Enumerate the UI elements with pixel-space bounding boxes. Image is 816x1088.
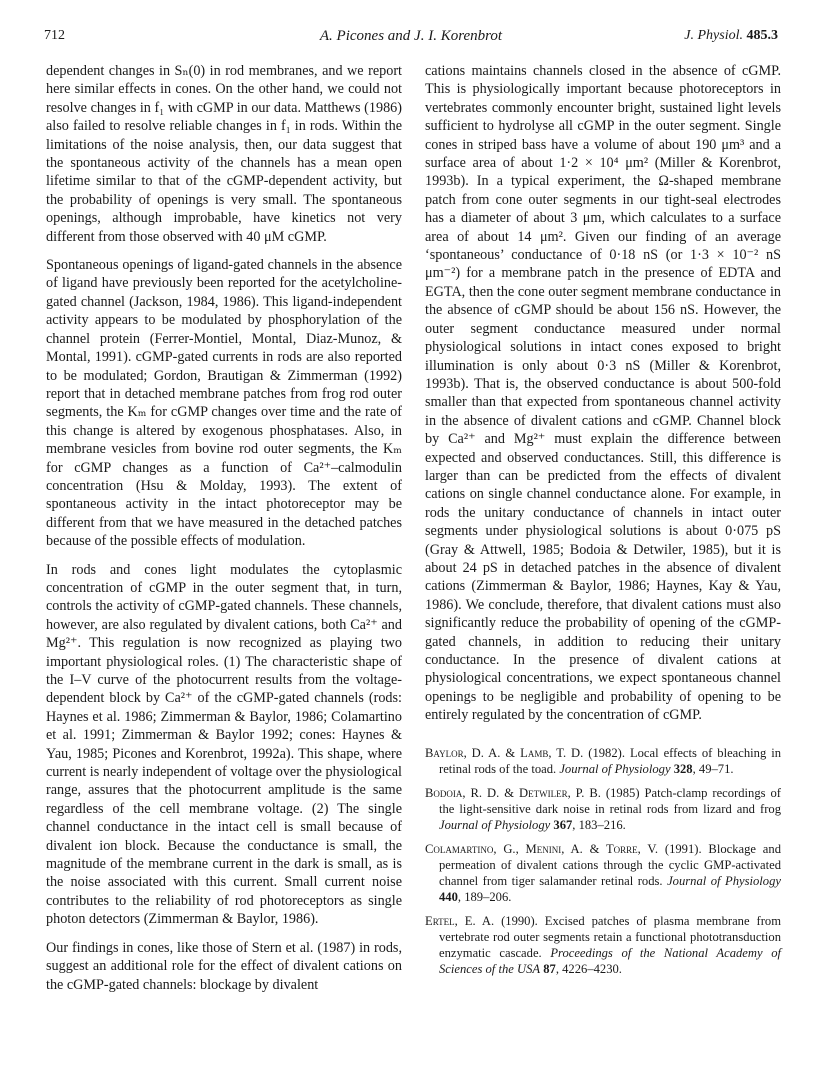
paragraph: Spontaneous openings of ligand-gated channels in the absence of ligand have previously been reported for the acetylcholine-gated channel (Jackson, 1984, 1986). This ligand-independent activity appears to be modulated by phosphorylation of the channel protein (Ferrer-Montiel, Montal, Diaz-Munoz, & Montal, 1991). cGMP-gated currents in rods are also reported to be modulated; Gordon, Brautigan & Zimmerman (1992) report that in detached membrane patches from frog rod outer segments, the Kₘ for cGMP changes over time and the rate of this change is altered by exogenous phosphatases. Also, in membrane vesicles from bovine rod outer segments, the Kₘ for cGMP changes as a function of Ca²⁺–calmodulin concentration (Hsu & Molday, 1993). The extent of spontaneous activity in the intact photoreceptor may be different from that we have measured in the detached patches because of the possible effects of modulation.: [46, 257, 402, 550]
paragraph: Our findings in cones, like those of Stern et al. (1987) in rods, suggest an additional role for the effect of divalent cations on the cGMP-gated channels: blockage by divalent: [46, 939, 402, 993]
reference-item: [425, 785, 781, 833]
reference-text: (1985) Patch-clamp recordings of the light-sensitive dark noise in retinal rods from lizard and frog: [439, 785, 781, 816]
paragraph: dependent changes in Sₙ(0) in rod membranes, and we report here similar effects in cones. On the other hand, we could not resolve changes in f₁ with cGMP in our data. Matthews (1986) also failed to resolve reliable changes in f₁ in rods. Within the limitations of the noise analysis, then, our data suggest that the spontaneous activity of the channels has a mean open lifetime similar to that of the cGMP-dependent activity, but the probability of openings is very small. The spontaneous openings, although improbable, have kinetics not very different from those observed with 40 μM cGMP.: [46, 63, 402, 245]
reference-volume: 440: [439, 889, 458, 904]
reference-pages: , 189–206.: [457, 889, 512, 904]
reference-pages: , 49–71.: [692, 761, 734, 776]
journal-citation: [684, 28, 778, 44]
reference-journal: Journal of Physiology: [667, 873, 781, 888]
reference-pages: , 4226–4230.: [555, 961, 622, 976]
paragraph: cations maintains channels closed in the absence of cGMP. This is physiologically important because photoreceptors in vertebrates commonly encounter bright, sustained light levels sufficient to hydrolyse all cGMP in the outer segment. Single cones in striped bass have a volume of about 190 μm³ and a surface area of about 1·2 × 10⁴ μm² (Miller & Korenbrot, 1993b). In a typical experiment, the Ω-shaped membrane patch from cone outer segments in our tight-seal electrodes has a diameter of about 3 μm, which calculates to a surface area of about 14 μm². Given our finding of an average ‘spontaneous’ conductance of 0·18 nS (or 1·3 × 10⁻² nS μm⁻²) for a membrane patch in the presence of EDTA and EGTA, then the cone outer segment membrane conductance in the absence of cGMP should be about 156 nS. However, the outer segment conductance measured under normal physiological solutions in intact cones exposed to bright illumination is only about 0·3 nS (Miller & Korenbrot, 1993b). That is, the observed conductance is about 500-fold smaller than that expected from spontaneous channel activity in the absence of divalent cations and cGMP. Channel block by Ca²⁺ and Mg²⁺ must explain the difference between expected and observed conductances. Still, this difference is larger than can be predicted from the effects of divalent cations on single channel conductance alone. For example, in rods the unitary conductance of channels in intact outer segments under physiological solutions is about 0·075 pS (Gray & Attwell, 1985; Bodoia & Detwiler, 1985), but it is about 24 pS in detached patches in the absence of divalent cations (Zimmerman & Baylor, 1986; Haynes, Kay & Yau, 1986). We conclude, therefore, that divalent cations must also significantly reduce the probability of opening of the cGMP-gated channels, in addition to reducing their unitary conductance. In the presence of divalent cations at physiological concentrations, we expect spontaneous channel openings to be negligible and probability of opening to be entirely regulated by the concentration of cGMP.: [425, 63, 781, 724]
reference-text: (1982). Local effects of bleaching in retinal rods of the toad.: [439, 745, 782, 776]
journal-name: J. Physiol.: [684, 28, 743, 43]
journal-volume: 485.3: [746, 28, 778, 43]
reference-journal: Journal of Physiology: [559, 761, 671, 776]
reference-item: [425, 841, 781, 905]
reference-volume: 367: [553, 817, 573, 832]
reference-text: (1991). Blockage and permeation of divalent cations through the cyclic GMP-activated channel from tiger salamander retinal rods.: [439, 841, 781, 888]
reference-list: [425, 745, 781, 977]
reference-journal: Proceedings of the National Academy of Sciences of the USA: [439, 945, 781, 976]
left-column: [46, 62, 402, 1004]
reference-authors: Ertel, E. A.: [425, 913, 495, 928]
reference-pages: , 183–216.: [572, 817, 626, 832]
paragraph: In rods and cones light modulates the cytoplasmic concentration of cGMP in the outer segment that, in turn, controls the activity of cGMP-gated channels. These channels, however, are also regulated by divalent cations, both Ca²⁺ and Mg²⁺. This regulation is now recognized as playing two important physiological roles. (1) The characteristic shape of the I–V curve of the photocurrent results from the voltage-dependent block by Ca²⁺ of the cGMP-gated channels (rods: Haynes et al. 1986; Zimmerman & Baylor, 1986; Colamartino et al. 1991; Zimmerman & Baylor 1992; cones: Haynes & Yau, 1985; Picones and Korenbrot, 1992a). This shape, where current is nearly independent of voltage over the physiological range, assures that the photocurrent amplitude is the same regardless of the cell membrane voltage. (2) The single channel conductance in the intact cell is small because of divalent ion block. Because the conductance is small, the magnitude of the membrane current in the dark is small, as is the noise associated with this current. Small current noise contributes to the reliability of rod photoreceptors as single photon detectors (Zimmerman & Baylor, 1986).: [46, 561, 402, 928]
reference-item: [425, 913, 781, 977]
reference-volume: 328: [673, 761, 693, 776]
reference-volume: 87: [543, 961, 556, 976]
right-column: [425, 62, 781, 985]
reference-authors: Baylor, D. A. & Lamb, T. D.: [425, 745, 584, 760]
reference-authors: Colamartino, G., Menini, A. & Torre, V.: [425, 841, 659, 856]
page-header: [44, 28, 778, 48]
reference-journal: Journal of Physiology: [439, 817, 551, 832]
reference-authors: Bodoia, R. D. & Detwiler, P. B.: [425, 785, 601, 800]
reference-item: [425, 745, 781, 777]
reference-text: (1990). Excised patches of plasma membrane from vertebrate rod outer segments retain a functional phototransduction enzymatic cascade.: [439, 913, 782, 960]
running-head-authors: A. Picones and J. I. Korenbrot: [319, 28, 503, 44]
page-number: 712: [44, 28, 65, 43]
